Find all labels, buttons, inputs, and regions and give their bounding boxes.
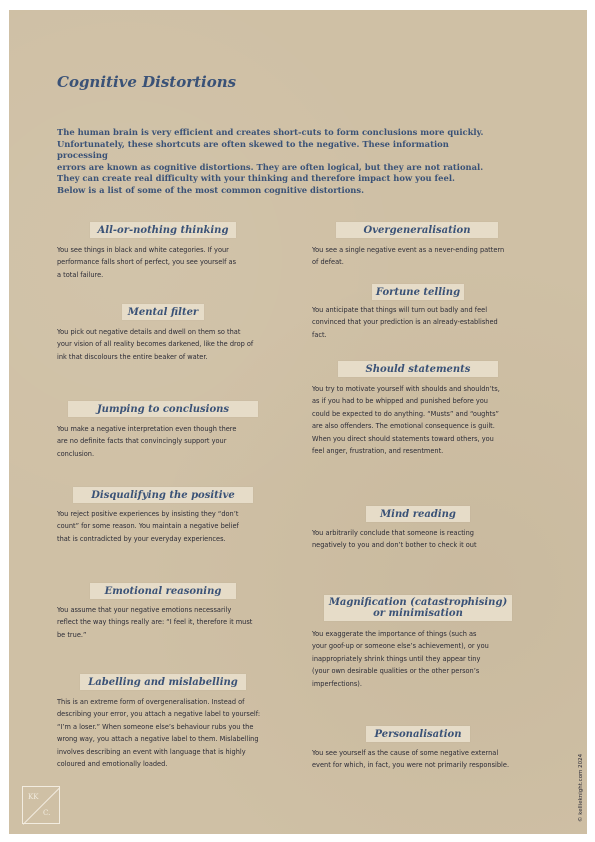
text-labelling-and-mislabelling bbox=[57, 696, 260, 770]
text-line: as if you had to be whipped and punished before you bbox=[312, 397, 488, 406]
kk-logo bbox=[22, 786, 60, 824]
text-line: that is contradicted by your everyday experiences. bbox=[57, 534, 226, 543]
text-line: You exaggerate the importance of things (such as bbox=[312, 630, 477, 638]
heading-mental-filter: Mental filter bbox=[122, 304, 204, 320]
text-line: You pick out negative details and dwell on them so that bbox=[57, 328, 241, 336]
text-mental-filter bbox=[57, 326, 253, 363]
heading-line bbox=[329, 597, 507, 619]
text-line: event for which, in fact, you were not primarily responsible. bbox=[312, 761, 510, 770]
text-line: a total failure. bbox=[57, 270, 104, 279]
heading-mind-reading: Mind reading bbox=[366, 506, 470, 522]
text-line: inappropriately shrink things until they appear tiny bbox=[312, 654, 481, 663]
text-line: This is an extreme form of overgeneralisation. Instead of bbox=[57, 698, 245, 706]
page-title: Cognitive Distortions bbox=[57, 73, 237, 91]
text-line: wrong way, you attach a negative label to them. Mislabelling bbox=[57, 735, 259, 744]
intro-paragraph bbox=[57, 127, 502, 196]
text-line: You arbitrarily conclude that someone is reacting bbox=[312, 529, 474, 537]
heading-magnification-or-minimisation bbox=[324, 595, 512, 621]
text-fortune-telling bbox=[312, 304, 498, 341]
heading-overgeneralisation: Overgeneralisation bbox=[336, 222, 498, 238]
copyright-credit: © kellieknight.com 2024 bbox=[578, 753, 584, 822]
intro-line: The human brain is very efficient and creates short-cuts to form conclusions more quickly. bbox=[57, 127, 484, 137]
text-line: count” for some reason. You maintain a negative belief bbox=[57, 522, 239, 531]
heading-personalisation: Personalisation bbox=[366, 726, 470, 742]
text-line: feel anger, frustration, and resentment. bbox=[312, 447, 444, 456]
text-line: involves describing an event with language that is highly bbox=[57, 747, 246, 756]
text-line: You anticipate that things will turn out badly and feel bbox=[312, 306, 488, 314]
text-line: coloured and emotionally loaded. bbox=[57, 760, 168, 769]
heading-jumping-to-conclusions: Jumping to conclusions bbox=[68, 401, 258, 417]
text-line: performance falls short of perfect, you see yourself as bbox=[57, 258, 237, 267]
text-line: conclusion. bbox=[57, 449, 95, 458]
text-line: (your own desirable qualities or the other person’s bbox=[312, 667, 480, 676]
text-emotional-reasoning bbox=[57, 604, 252, 641]
text-overgeneralisation bbox=[312, 244, 504, 269]
heading-fortune-telling: Fortune telling bbox=[372, 284, 464, 300]
text-line: reflect the way things really are: “I feel it, therefore it must bbox=[57, 618, 253, 627]
text-line: You see a single negative event as a never-ending pattern bbox=[312, 246, 505, 254]
text-line: your goof-up or someone else’s achievement), or you bbox=[312, 642, 489, 651]
text-disqualifying-the-positive bbox=[57, 508, 239, 545]
heading-emotional-reasoning: Emotional reasoning bbox=[90, 583, 236, 599]
intro-line: They can create real difficulty with your thinking and therefore impact how you feel. bbox=[57, 173, 455, 183]
text-line: are also offenders. The emotional consequence is guilt. bbox=[312, 422, 495, 431]
text-line: convinced that your prediction is an already-established bbox=[312, 318, 498, 327]
intro-line: Unfortunately, these shortcuts are often skewed to the negative. These information processing bbox=[57, 138, 449, 160]
text-magnification-or-minimisation bbox=[312, 628, 489, 690]
text-line: are no definite facts that convincingly support your bbox=[57, 437, 227, 446]
text-line: your vision of all reality becomes darkened, like the drop of bbox=[57, 340, 254, 349]
intro-line: Below is a list of some of the most common cognitive distortions. bbox=[57, 184, 365, 195]
heading-line-2: or minimisation bbox=[373, 608, 463, 619]
text-line: imperfections). bbox=[312, 679, 362, 688]
text-line: ink that discolours the entire beaker of water. bbox=[57, 352, 208, 361]
text-all-or-nothing-thinking bbox=[57, 244, 236, 281]
text-line: negatively to you and don’t bother to check it out bbox=[312, 541, 477, 550]
intro-line: errors are known as cognitive distortions. They are often logical, but they are not rational. bbox=[57, 161, 484, 172]
heading-line-1: Magnification (catastrophising) bbox=[328, 597, 508, 608]
text-should-statements bbox=[312, 383, 500, 457]
logo-letter: C. bbox=[43, 809, 51, 817]
text-line: of defeat. bbox=[312, 258, 344, 267]
text-line: “I’m a loser.” When someone else’s behaviour rubs you the bbox=[57, 722, 254, 731]
text-line: describing your error, you attach a negative label to yourself: bbox=[57, 710, 261, 719]
logo-initials: KK bbox=[28, 793, 39, 801]
text-personalisation bbox=[312, 747, 509, 772]
text-line: You assume that your negative emotions necessarily bbox=[57, 606, 232, 614]
text-line: be true.” bbox=[57, 630, 87, 639]
text-line: You reject positive experiences by insisting they “don’t bbox=[57, 510, 239, 518]
text-line: You see yourself as the cause of some negative external bbox=[312, 749, 499, 757]
text-mind-reading bbox=[312, 527, 477, 552]
heading-all-or-nothing-thinking: All-or-nothing thinking bbox=[90, 222, 236, 238]
heading-labelling-and-mislabelling: Labelling and mislabelling bbox=[80, 674, 246, 690]
text-jumping-to-conclusions bbox=[57, 423, 236, 460]
heading-should-statements: Should statements bbox=[338, 361, 498, 377]
heading-disqualifying-the-positive: Disqualifying the positive bbox=[73, 487, 253, 503]
text-line: You try to motivate yourself with shoulds and shouldn’ts, bbox=[312, 385, 500, 393]
text-line: When you direct should statements toward others, you bbox=[312, 434, 494, 443]
text-line: fact. bbox=[312, 330, 327, 339]
text-line: You see things in black and white categories. If your bbox=[57, 246, 229, 254]
text-line: could be expected to do anything. “Musts” and “oughts” bbox=[312, 409, 499, 418]
text-line: You make a negative interpretation even though there bbox=[57, 425, 237, 433]
